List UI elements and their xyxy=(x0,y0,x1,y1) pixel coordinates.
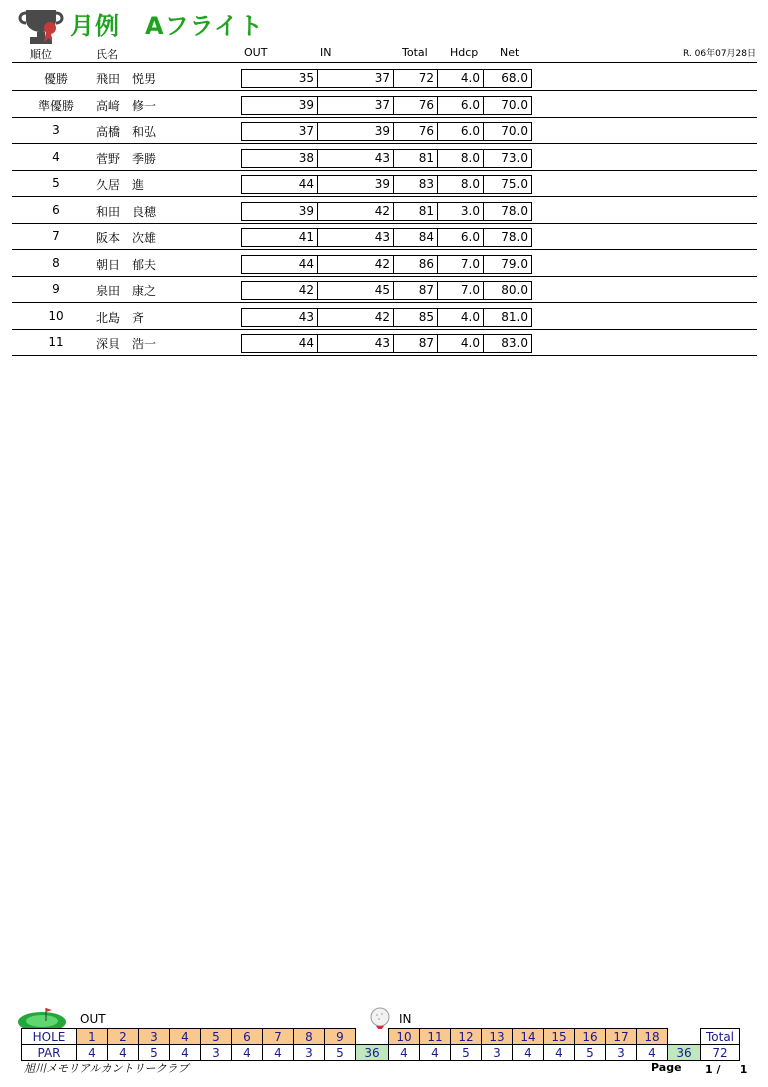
par-value: 5 xyxy=(325,1045,356,1061)
hole-number: 3 xyxy=(139,1029,170,1045)
hole-number: 4 xyxy=(170,1029,201,1045)
in-subtotal-gap xyxy=(668,1029,701,1045)
hdcp-value: 4.0 xyxy=(438,70,484,87)
trophy-icon xyxy=(16,8,66,46)
hole-number: 15 xyxy=(544,1029,575,1045)
header-rank: 順位 xyxy=(30,48,52,61)
hole-row xyxy=(22,1029,740,1045)
hole-label: HOLE xyxy=(22,1029,77,1045)
net-score: 78.0 xyxy=(501,230,528,244)
header-hdcp: Hdcp xyxy=(450,46,479,59)
out-subtotal-gap xyxy=(356,1029,389,1045)
header-out: OUT xyxy=(244,46,268,59)
net-score: 68.0 xyxy=(501,71,528,85)
name-cell: 泉田 康之 xyxy=(96,284,157,298)
out-score: 39 xyxy=(242,203,318,220)
rank-cell: 7 xyxy=(52,229,60,243)
name-cell: 北島 斉 xyxy=(96,311,145,325)
rank-cell: 9 xyxy=(52,282,60,296)
out-score: 38 xyxy=(242,150,318,167)
par-value: 3 xyxy=(201,1045,232,1061)
header-net: Net xyxy=(500,46,520,59)
table-row xyxy=(12,329,757,356)
page-label: Page xyxy=(651,1061,682,1074)
total-score: 84 xyxy=(394,229,438,246)
hdcp-value: 7.0 xyxy=(438,282,484,299)
table-row xyxy=(12,250,757,277)
par-value: 4 xyxy=(389,1045,420,1061)
hole-number: 13 xyxy=(482,1029,513,1045)
hdcp-value: 6.0 xyxy=(438,229,484,246)
in-score: 43 xyxy=(318,335,394,352)
table-row xyxy=(12,170,757,197)
rank-cell: 10 xyxy=(48,309,64,323)
in-score: 37 xyxy=(318,97,394,114)
hole-number: 1 xyxy=(77,1029,108,1045)
par-value: 4 xyxy=(108,1045,139,1061)
hole-number: 2 xyxy=(108,1029,139,1045)
par-value: 4 xyxy=(170,1045,201,1061)
hole-number: 16 xyxy=(575,1029,606,1045)
in-score: 45 xyxy=(318,282,394,299)
hole-number: 5 xyxy=(201,1029,232,1045)
total-score: 76 xyxy=(394,97,438,114)
hole-number: 9 xyxy=(325,1029,356,1045)
par-value: 3 xyxy=(606,1045,637,1061)
out-score: 35 xyxy=(242,70,318,87)
table-row xyxy=(12,144,757,171)
hole-number: 6 xyxy=(232,1029,263,1045)
par-value: 4 xyxy=(263,1045,294,1061)
rank-cell: 6 xyxy=(52,203,60,217)
header-name: 氏名 xyxy=(96,48,118,61)
hdcp-value: 4.0 xyxy=(438,335,484,352)
in-score: 42 xyxy=(318,256,394,273)
in-score: 39 xyxy=(318,123,394,140)
par-value: 3 xyxy=(294,1045,325,1061)
name-cell: 深貝 浩一 xyxy=(96,337,157,351)
net-score: 75.0 xyxy=(501,177,528,191)
total-score: 72 xyxy=(394,70,438,87)
out-score: 44 xyxy=(242,335,318,352)
par-value: 4 xyxy=(77,1045,108,1061)
name-cell: 阪本 次雄 xyxy=(96,231,157,245)
par-value: 5 xyxy=(575,1045,606,1061)
in-score: 42 xyxy=(318,309,394,326)
par-value: 3 xyxy=(482,1045,513,1061)
in-score: 43 xyxy=(318,229,394,246)
hdcp-value: 7.0 xyxy=(438,256,484,273)
total-label: Total xyxy=(701,1029,740,1045)
hole-number: 7 xyxy=(263,1029,294,1045)
header-divider xyxy=(12,62,757,63)
net-score: 70.0 xyxy=(501,124,528,138)
in-score: 37 xyxy=(318,70,394,87)
par-value: 5 xyxy=(139,1045,170,1061)
par-value: 4 xyxy=(420,1045,451,1061)
out-score: 39 xyxy=(242,97,318,114)
total-score: 76 xyxy=(394,123,438,140)
par-row xyxy=(22,1045,740,1061)
name-cell: 高橋 和弘 xyxy=(96,125,157,139)
net-score: 78.0 xyxy=(501,204,528,218)
page-total: 1 xyxy=(739,1063,748,1076)
par-total: 72 xyxy=(701,1045,740,1061)
page-current: 1 xyxy=(705,1063,713,1076)
out-score: 43 xyxy=(242,309,318,326)
out-score: 44 xyxy=(242,176,318,193)
net-score: 83.0 xyxy=(501,336,528,350)
par-value: 4 xyxy=(544,1045,575,1061)
hole-number: 10 xyxy=(389,1029,420,1045)
rank-cell: 11 xyxy=(48,335,64,349)
page-title: 月例 Aフライト xyxy=(70,12,264,40)
hole-number: 12 xyxy=(451,1029,482,1045)
total-score: 85 xyxy=(394,309,438,326)
table-row xyxy=(12,117,757,144)
par-value: 5 xyxy=(451,1045,482,1061)
name-cell: 飛田 悦男 xyxy=(96,72,157,86)
report-date: R. 06年07月28日 xyxy=(682,49,756,59)
rank-cell: 8 xyxy=(52,256,60,270)
club-name: 旭川メモリアルカントリークラブ xyxy=(24,1062,189,1075)
table-row xyxy=(12,303,757,330)
name-cell: 久居 進 xyxy=(96,178,145,192)
par-label: PAR xyxy=(22,1045,77,1061)
par-value: 4 xyxy=(637,1045,668,1061)
total-score: 87 xyxy=(394,282,438,299)
hole-number: 18 xyxy=(637,1029,668,1045)
hdcp-value: 8.0 xyxy=(438,150,484,167)
in-score: 39 xyxy=(318,176,394,193)
hdcp-value: 3.0 xyxy=(438,203,484,220)
par-value: 4 xyxy=(232,1045,263,1061)
net-score: 70.0 xyxy=(501,98,528,112)
rank-cell: 優勝 xyxy=(43,72,68,86)
rank-cell: 3 xyxy=(52,123,60,137)
net-score: 79.0 xyxy=(501,257,528,271)
table-row xyxy=(12,197,757,224)
net-score: 80.0 xyxy=(501,283,528,297)
name-cell: 高﨑 修一 xyxy=(96,99,157,113)
page-separator: / xyxy=(716,1063,721,1076)
out-score: 44 xyxy=(242,256,318,273)
out-score: 37 xyxy=(242,123,318,140)
hole-number: 8 xyxy=(294,1029,325,1045)
total-score: 81 xyxy=(394,203,438,220)
in-score: 42 xyxy=(318,203,394,220)
hole-number: 17 xyxy=(606,1029,637,1045)
hole-number: 14 xyxy=(513,1029,544,1045)
header-in: IN xyxy=(320,46,332,59)
table-row xyxy=(12,276,757,303)
rank-cell: 5 xyxy=(52,176,60,190)
total-score: 86 xyxy=(394,256,438,273)
total-score: 87 xyxy=(394,335,438,352)
out-score: 42 xyxy=(242,282,318,299)
par-value: 4 xyxy=(513,1045,544,1061)
out-score: 41 xyxy=(242,229,318,246)
table-row xyxy=(12,64,757,91)
par-table xyxy=(21,1028,740,1061)
hdcp-value: 6.0 xyxy=(438,97,484,114)
hdcp-value: 4.0 xyxy=(438,309,484,326)
table-row xyxy=(12,91,757,118)
net-score: 81.0 xyxy=(501,310,528,324)
par-in-subtotal: 36 xyxy=(668,1045,701,1061)
name-cell: 菅野 季勝 xyxy=(96,152,157,166)
hole-number: 11 xyxy=(420,1029,451,1045)
name-cell: 和田 良穂 xyxy=(96,205,157,219)
total-score: 81 xyxy=(394,150,438,167)
rank-cell: 4 xyxy=(52,150,60,164)
hdcp-value: 8.0 xyxy=(438,176,484,193)
hdcp-value: 6.0 xyxy=(438,123,484,140)
header-total: Total xyxy=(402,46,428,59)
in-score: 43 xyxy=(318,150,394,167)
rank-cell: 準優勝 xyxy=(37,99,74,113)
net-score: 73.0 xyxy=(501,151,528,165)
page-indicator xyxy=(705,1063,747,1076)
par-out-subtotal: 36 xyxy=(356,1045,389,1061)
total-score: 83 xyxy=(394,176,438,193)
out-label: OUT xyxy=(80,1012,106,1026)
name-cell: 朝日 郁夫 xyxy=(96,258,157,272)
table-row xyxy=(12,223,757,250)
in-label: IN xyxy=(399,1012,412,1026)
